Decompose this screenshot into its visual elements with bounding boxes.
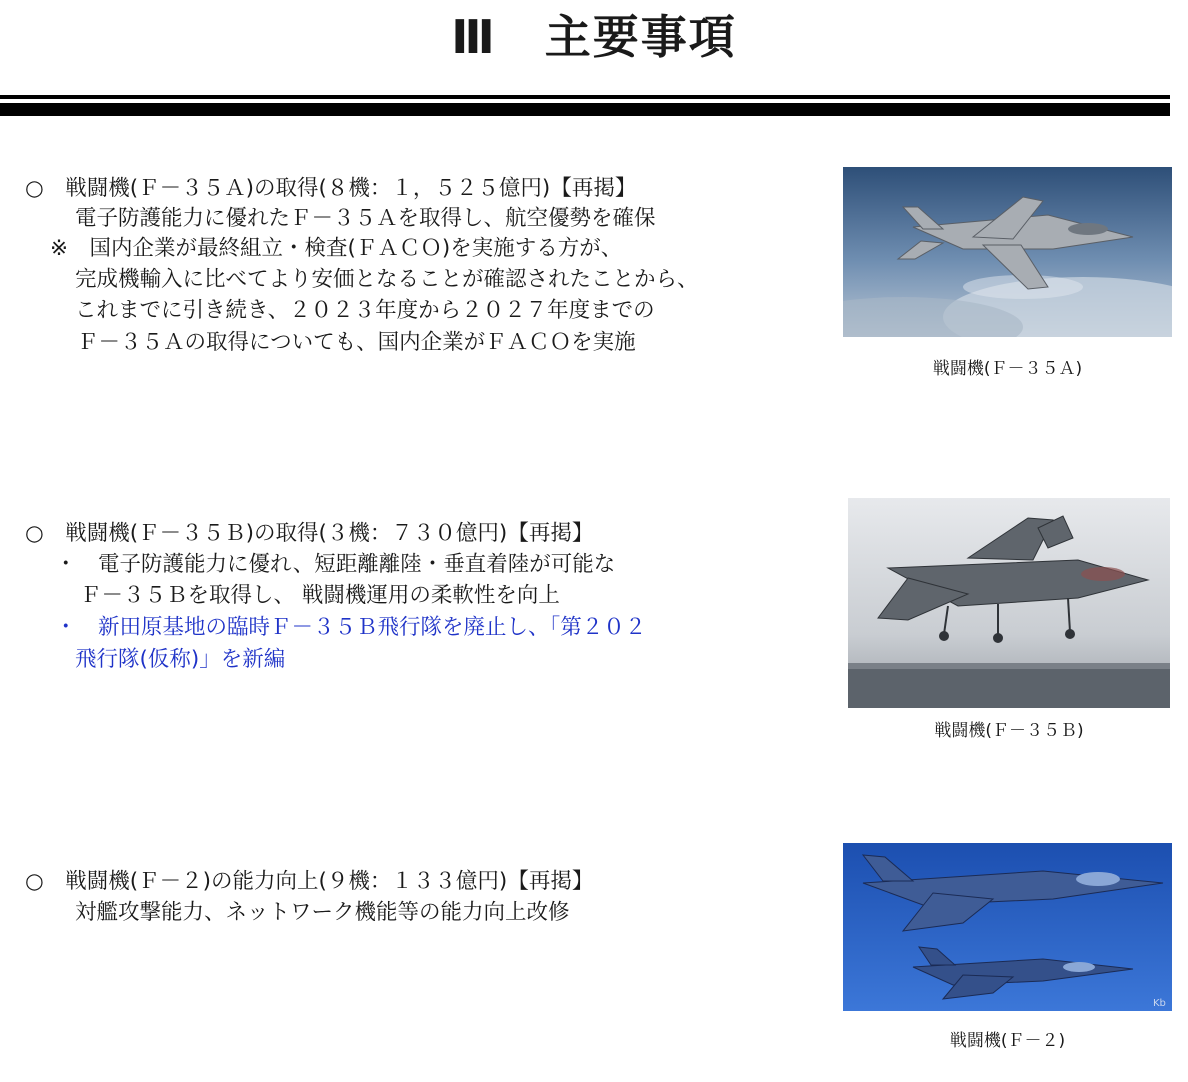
item-heading: ○ 戦闘機(Ｆ－３５Ａ)の取得(８機：１，５２５億円)【再掲】: [25, 176, 637, 201]
note-text: 完成機輸入に比べてより安価となることが確認されたことから、: [75, 267, 699, 292]
f35a-photo: [843, 167, 1172, 337]
f2-photo: [843, 843, 1172, 1011]
title-rule-thick: [0, 103, 1170, 116]
photo-caption: 戦闘機(Ｆ－３５Ｂ): [934, 721, 1084, 741]
f35b-photo: [848, 498, 1170, 708]
bullet-text: ・ 電子防護能力に優れ、短距離離陸・垂直着陸が可能な: [55, 552, 616, 577]
note-text: ※ 国内企業が最終組立・検査(ＦＡＣＯ)を実施する方が、: [50, 236, 623, 261]
bullet-text-highlight: ・ 新田原基地の臨時Ｆ－３５Ｂ飛行隊を廃止し、「第２０２: [55, 615, 647, 640]
bullet-text: Ｆ－３５Ｂを取得し、 戦闘機運用の柔軟性を向上: [80, 583, 560, 608]
photo-caption: 戦闘機(Ｆ－２): [949, 1031, 1066, 1051]
item-heading: ○ 戦闘機(Ｆ－２)の能力向上(９機：１３３億円)【再掲】: [25, 869, 594, 894]
bullet-text-highlight: 飛行隊(仮称)」を新編: [75, 647, 286, 672]
note-text: これまでに引き続き、２０２３年度から２０２７年度までの: [75, 298, 655, 323]
title-rule-thin: [0, 95, 1170, 99]
item-heading: ○ 戦闘機(Ｆ－３５Ｂ)の取得(３機：７３０億円)【再掲】: [25, 521, 594, 546]
photo-mark: Kb: [1153, 998, 1166, 1009]
page-title: Ⅲ 主要事項: [451, 10, 737, 64]
item-text: 電子防護能力に優れたＦ－３５Ａを取得し、航空優勢を確保: [75, 206, 656, 231]
photo-caption: 戦闘機(Ｆ－３５Ａ): [932, 359, 1083, 379]
item-text: 対艦攻撃能力、ネットワーク機能等の能力向上改修: [75, 900, 570, 925]
note-text: Ｆ－３５Ａの取得についても、国内企業がＦＡＣＯを実施: [77, 330, 636, 355]
